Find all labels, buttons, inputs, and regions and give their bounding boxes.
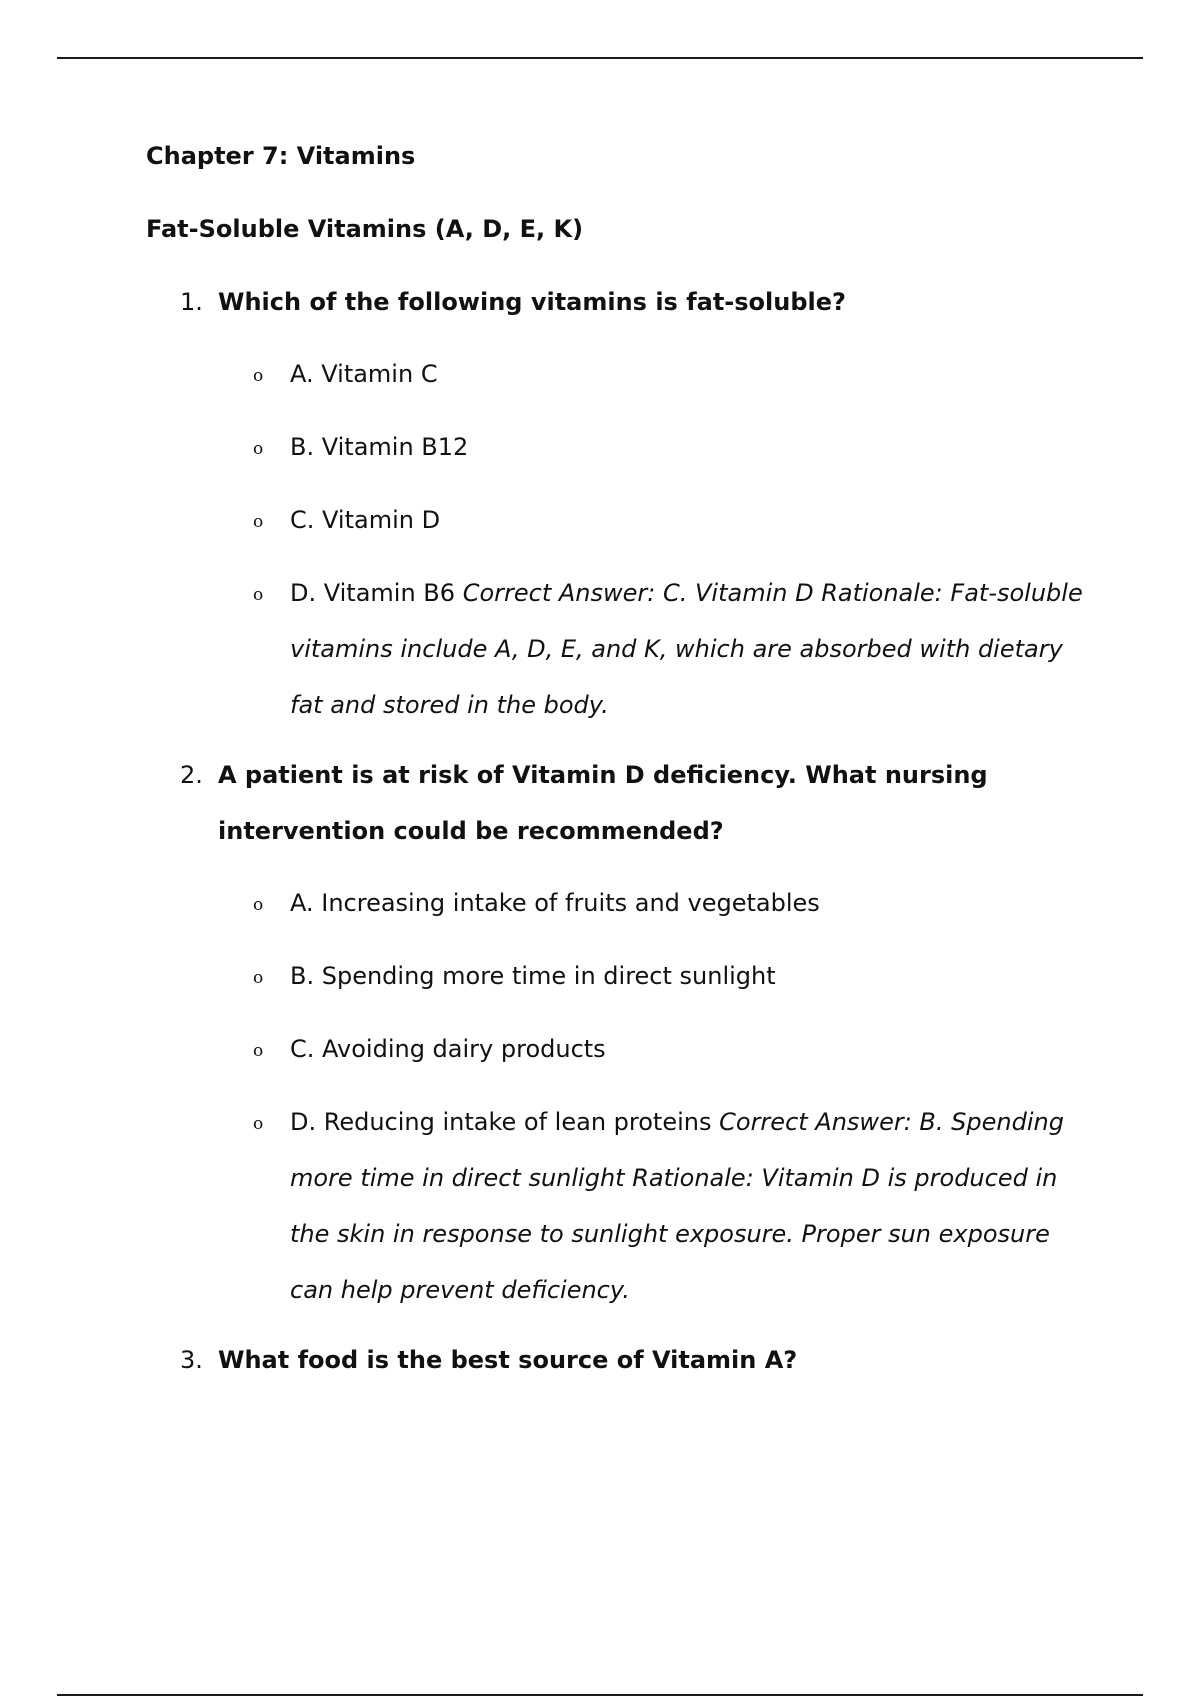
question-text: Which of the following vitamins is fat-soluble? xyxy=(218,288,846,316)
option-text: B. Vitamin B12 xyxy=(290,433,469,461)
section-title: Fat-Soluble Vitamins (A, D, E, K) xyxy=(146,215,584,243)
chapter-title: Chapter 7: Vitamins xyxy=(146,142,416,170)
option-item xyxy=(218,492,1086,548)
question-2 xyxy=(146,747,1086,1318)
option-item xyxy=(218,1021,1086,1077)
answer-rationale: Correct Answer: B. Spending more time in direct sunlight Rationale: Vitamin D is produced in the skin in response to sunlight exposure. Proper sun exposure can help prevent deficiency. xyxy=(290,1108,1064,1304)
question-number: 2. xyxy=(180,761,203,789)
question-text: What food is the best source of Vitamin A? xyxy=(218,1346,798,1374)
question-text: A patient is at risk of Vitamin D deficiency. What nursing intervention could be recommended? xyxy=(218,761,988,845)
bullet-icon: o xyxy=(253,1041,264,1061)
option-item xyxy=(218,346,1086,402)
option-text: D. Vitamin B6 xyxy=(290,579,456,607)
option-text: D. Reducing intake of lean proteins xyxy=(290,1108,712,1136)
option-item xyxy=(218,1094,1086,1318)
header-rule xyxy=(57,57,1143,59)
option-list xyxy=(218,346,1086,733)
option-item xyxy=(218,419,1086,475)
option-text: C. Vitamin D xyxy=(290,506,441,534)
option-text: B. Spending more time in direct sunlight xyxy=(290,962,776,990)
bullet-icon: o xyxy=(253,1114,264,1134)
option-item xyxy=(218,875,1086,931)
option-text: A. Increasing intake of fruits and vegetables xyxy=(290,889,820,917)
question-1 xyxy=(146,274,1086,733)
bullet-icon: o xyxy=(253,585,264,605)
document-body xyxy=(146,140,1086,1414)
bullet-icon: o xyxy=(253,968,264,988)
answer-rationale: Correct Answer: C. Vitamin D Rationale: Fat-soluble vitamins include A, D, E, and K, which are absorbed with dietary fat and stored in the body. xyxy=(290,579,1083,719)
option-item xyxy=(218,565,1086,733)
question-number: 1. xyxy=(180,288,203,316)
footer-rule xyxy=(57,1694,1143,1696)
option-item xyxy=(218,948,1086,1004)
bullet-icon: o xyxy=(253,512,264,532)
question-number: 3. xyxy=(180,1346,203,1374)
question-3 xyxy=(146,1332,1086,1388)
bullet-icon: o xyxy=(253,366,264,386)
bullet-icon: o xyxy=(253,439,264,459)
option-text: C. Avoiding dairy products xyxy=(290,1035,606,1063)
option-text: A. Vitamin C xyxy=(290,360,438,388)
option-list xyxy=(218,875,1086,1318)
bullet-icon: o xyxy=(253,895,264,915)
